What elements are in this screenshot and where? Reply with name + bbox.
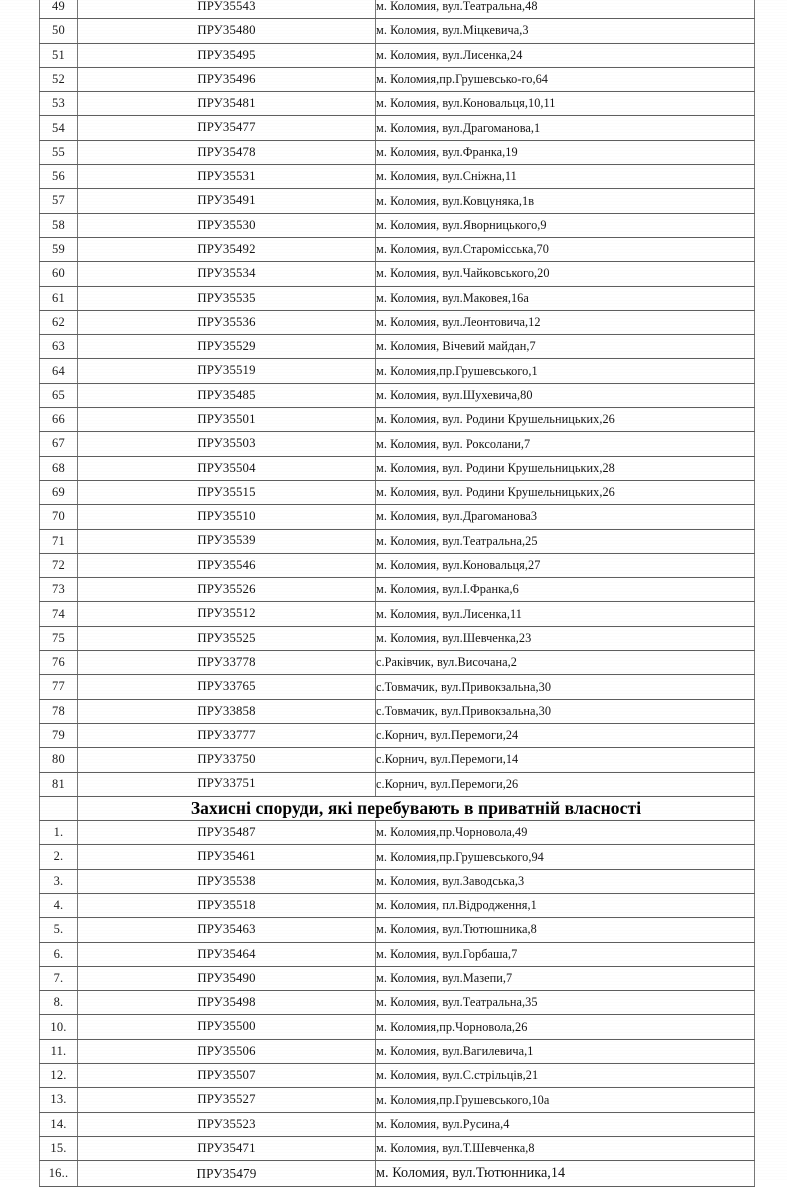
table-row bbox=[40, 893, 755, 917]
shelter-address-cell: м. Коломия, вул.Франка,19 bbox=[376, 140, 755, 164]
table-row bbox=[40, 286, 755, 310]
row-number-cell: 12. bbox=[40, 1064, 78, 1088]
shelter-address-cell: м. Коломия, вул.Драгоманова3 bbox=[376, 505, 755, 529]
shelter-code-cell: ПРУ33777 bbox=[78, 723, 376, 747]
row-number-cell: 66 bbox=[40, 408, 78, 432]
shelter-address-cell: м. Коломия, вул.Ковцуняка,1в bbox=[376, 189, 755, 213]
shelter-code-cell: ПРУ35496 bbox=[78, 67, 376, 91]
section-heading-row bbox=[40, 796, 755, 820]
table-row bbox=[40, 966, 755, 990]
table-row bbox=[40, 456, 755, 480]
shelter-address-cell: с.Корнич, вул.Перемоги,24 bbox=[376, 723, 755, 747]
shelter-code-cell: ПРУ35477 bbox=[78, 116, 376, 140]
table-row bbox=[40, 67, 755, 91]
shelter-address-cell: м. Коломия,пр.Грушевського,10а bbox=[376, 1088, 755, 1112]
shelter-code-cell: ПРУ33765 bbox=[78, 675, 376, 699]
shelter-code-cell: ПРУ35530 bbox=[78, 213, 376, 237]
section-heading-spacer-cell bbox=[40, 796, 78, 820]
shelter-code-cell: ПРУ35534 bbox=[78, 262, 376, 286]
shelter-address-cell: м. Коломия, вул. Родини Крушельницьких,26 bbox=[376, 408, 755, 432]
row-number-cell: 69 bbox=[40, 480, 78, 504]
table-row bbox=[40, 723, 755, 747]
row-number-cell: 15. bbox=[40, 1136, 78, 1160]
table-row bbox=[40, 675, 755, 699]
shelter-code-cell: ПРУ35543 bbox=[78, 0, 376, 19]
shelter-address-cell: м. Коломия, Вічевий майдан,7 bbox=[376, 335, 755, 359]
shelter-code-cell: ПРУ35480 bbox=[78, 19, 376, 43]
table-row bbox=[40, 213, 755, 237]
row-number-cell: 5. bbox=[40, 918, 78, 942]
table-row bbox=[40, 626, 755, 650]
table-row bbox=[40, 335, 755, 359]
shelter-address-cell: м. Коломия, вул.Тютюшника,8 bbox=[376, 918, 755, 942]
table-row bbox=[40, 869, 755, 893]
shelter-address-cell: м. Коломия, вул.Коновальця,10,11 bbox=[376, 92, 755, 116]
row-number-cell: 2. bbox=[40, 845, 78, 869]
shelter-code-cell: ПРУ35495 bbox=[78, 43, 376, 67]
row-number-cell: 4. bbox=[40, 893, 78, 917]
row-number-cell: 74 bbox=[40, 602, 78, 626]
row-number-cell: 72 bbox=[40, 553, 78, 577]
shelter-code-cell: ПРУ35527 bbox=[78, 1088, 376, 1112]
row-number-cell: 78 bbox=[40, 699, 78, 723]
shelter-address-cell: м. Коломия, вул.Русина,4 bbox=[376, 1112, 755, 1136]
row-number-cell: 70 bbox=[40, 505, 78, 529]
row-number-cell: 1. bbox=[40, 821, 78, 845]
table-row bbox=[40, 505, 755, 529]
shelter-code-cell: ПРУ35492 bbox=[78, 237, 376, 261]
table-row bbox=[40, 92, 755, 116]
table-row bbox=[40, 699, 755, 723]
table-row bbox=[40, 845, 755, 869]
shelter-code-cell: ПРУ35504 bbox=[78, 456, 376, 480]
shelter-code-cell: ПРУ35507 bbox=[78, 1064, 376, 1088]
shelter-code-cell: ПРУ35487 bbox=[78, 821, 376, 845]
shelter-address-cell: м. Коломия, вул.І.Франка,6 bbox=[376, 578, 755, 602]
shelter-address-cell: м. Коломия, вул.Старомісська,70 bbox=[376, 237, 755, 261]
table-row bbox=[40, 821, 755, 845]
shelter-address-cell: с.Товмачик, вул.Привокзальна,30 bbox=[376, 675, 755, 699]
table-row bbox=[40, 140, 755, 164]
shelter-address-cell: м. Коломия, вул.Мазепи,7 bbox=[376, 966, 755, 990]
row-number-cell: 6. bbox=[40, 942, 78, 966]
shelter-address-cell: м. Коломия, вул.Лисенка,11 bbox=[376, 602, 755, 626]
row-number-cell: 57 bbox=[40, 189, 78, 213]
table-row bbox=[40, 1088, 755, 1112]
row-number-cell: 8. bbox=[40, 991, 78, 1015]
row-number-cell: 56 bbox=[40, 165, 78, 189]
row-number-cell: 80 bbox=[40, 748, 78, 772]
shelter-code-cell: ПРУ35501 bbox=[78, 408, 376, 432]
shelter-code-cell: ПРУ33750 bbox=[78, 748, 376, 772]
shelter-code-cell: ПРУ35463 bbox=[78, 918, 376, 942]
shelter-address-cell: м. Коломия, вул. Родини Крушельницьких,28 bbox=[376, 456, 755, 480]
shelter-code-cell: ПРУ35490 bbox=[78, 966, 376, 990]
shelter-address-cell: м. Коломия, вул.Шухевича,80 bbox=[376, 383, 755, 407]
shelter-code-cell: ПРУ35500 bbox=[78, 1015, 376, 1039]
row-number-cell: 77 bbox=[40, 675, 78, 699]
row-number-cell: 71 bbox=[40, 529, 78, 553]
shelter-address-cell: м. Коломия, вул.Драгоманова,1 bbox=[376, 116, 755, 140]
table-row bbox=[40, 1136, 755, 1160]
shelter-address-cell: м. Коломия,пр.Чорновола,26 bbox=[376, 1015, 755, 1039]
row-number-cell: 73 bbox=[40, 578, 78, 602]
shelter-address-cell: м. Коломия, вул.Театральна,48 bbox=[376, 0, 755, 19]
table-row bbox=[40, 43, 755, 67]
shelter-code-cell: ПРУ35538 bbox=[78, 869, 376, 893]
table-row bbox=[40, 772, 755, 796]
shelter-address-cell: м. Коломия, пл.Відродження,1 bbox=[376, 893, 755, 917]
row-number-cell: 76 bbox=[40, 651, 78, 675]
shelter-code-cell: ПРУ35518 bbox=[78, 893, 376, 917]
table-row bbox=[40, 480, 755, 504]
table-row bbox=[40, 1015, 755, 1039]
shelter-address-cell: с.Корнич, вул.Перемоги,26 bbox=[376, 772, 755, 796]
shelter-address-cell: м. Коломия, вул. Роксолани,7 bbox=[376, 432, 755, 456]
shelter-code-cell: ПРУ35481 bbox=[78, 92, 376, 116]
row-number-cell: 13. bbox=[40, 1088, 78, 1112]
row-number-cell: 54 bbox=[40, 116, 78, 140]
shelter-address-cell: м. Коломия, вул.Горбаша,7 bbox=[376, 942, 755, 966]
row-number-cell: 62 bbox=[40, 310, 78, 334]
table-row bbox=[40, 1064, 755, 1088]
shelter-code-cell: ПРУ35535 bbox=[78, 286, 376, 310]
table-row bbox=[40, 310, 755, 334]
shelter-code-cell: ПРУ33778 bbox=[78, 651, 376, 675]
row-number-cell: 10. bbox=[40, 1015, 78, 1039]
table-row bbox=[40, 359, 755, 383]
row-number-cell: 81 bbox=[40, 772, 78, 796]
shelter-code-cell: ПРУ35512 bbox=[78, 602, 376, 626]
shelter-code-cell: ПРУ35523 bbox=[78, 1112, 376, 1136]
table-row bbox=[40, 651, 755, 675]
shelter-address-cell: м. Коломия, вул.Коновальця,27 bbox=[376, 553, 755, 577]
shelter-code-cell: ПРУ35506 bbox=[78, 1039, 376, 1063]
shelter-address-cell: м. Коломия, вул.Лисенка,24 bbox=[376, 43, 755, 67]
shelter-code-cell: ПРУ35510 bbox=[78, 505, 376, 529]
table-row bbox=[40, 1039, 755, 1063]
shelter-address-cell: м. Коломия, вул.Маковея,16а bbox=[376, 286, 755, 310]
shelter-code-cell: ПРУ35491 bbox=[78, 189, 376, 213]
row-number-cell: 3. bbox=[40, 869, 78, 893]
shelter-code-cell: ПРУ35546 bbox=[78, 553, 376, 577]
shelter-code-cell: ПРУ35536 bbox=[78, 310, 376, 334]
table-row bbox=[40, 237, 755, 261]
table-body bbox=[40, 0, 755, 1187]
row-number-cell: 67 bbox=[40, 432, 78, 456]
shelter-code-cell: ПРУ35471 bbox=[78, 1136, 376, 1160]
row-number-cell: 49 bbox=[40, 0, 78, 19]
shelter-code-cell: ПРУ35529 bbox=[78, 335, 376, 359]
table-row bbox=[40, 0, 755, 19]
table-row bbox=[40, 408, 755, 432]
shelter-address-cell: с.Товмачик, вул.Привокзальна,30 bbox=[376, 699, 755, 723]
row-number-cell: 11. bbox=[40, 1039, 78, 1063]
shelter-address-cell: с.Корнич, вул.Перемоги,14 bbox=[376, 748, 755, 772]
shelter-address-cell: м. Коломия, вул.С.стрільців,21 bbox=[376, 1064, 755, 1088]
table-row bbox=[40, 165, 755, 189]
row-number-cell: 64 bbox=[40, 359, 78, 383]
row-number-cell: 58 bbox=[40, 213, 78, 237]
table-row bbox=[40, 189, 755, 213]
table-row bbox=[40, 578, 755, 602]
row-number-cell: 61 bbox=[40, 286, 78, 310]
row-number-cell: 63 bbox=[40, 335, 78, 359]
table-row bbox=[40, 1161, 755, 1187]
shelter-code-cell: ПРУ35539 bbox=[78, 529, 376, 553]
row-number-cell: 7. bbox=[40, 966, 78, 990]
row-number-cell: 55 bbox=[40, 140, 78, 164]
row-number-cell: 68 bbox=[40, 456, 78, 480]
shelter-address-cell: м. Коломия, вул.Тютюнника,14 bbox=[376, 1161, 755, 1187]
shelter-address-cell: м. Коломия, вул.Міцкевича,3 bbox=[376, 19, 755, 43]
shelter-address-cell: м. Коломия, вул.Вагилевича,1 bbox=[376, 1039, 755, 1063]
row-number-cell: 51 bbox=[40, 43, 78, 67]
shelter-code-cell: ПРУ33858 bbox=[78, 699, 376, 723]
table-row bbox=[40, 942, 755, 966]
shelter-code-cell: ПРУ35525 bbox=[78, 626, 376, 650]
row-number-cell: 53 bbox=[40, 92, 78, 116]
shelter-code-cell: ПРУ35519 bbox=[78, 359, 376, 383]
shelter-address-cell: м. Коломия, вул.Шевченка,23 bbox=[376, 626, 755, 650]
shelter-code-cell: ПРУ35478 bbox=[78, 140, 376, 164]
shelter-address-cell: м. Коломия, вул.Заводська,3 bbox=[376, 869, 755, 893]
shelter-code-cell: ПРУ35531 bbox=[78, 165, 376, 189]
table-row bbox=[40, 19, 755, 43]
shelter-address-cell: м. Коломия,пр.Грушевсько-го,64 bbox=[376, 67, 755, 91]
shelter-address-cell: м. Коломия,пр.Чорновола,49 bbox=[376, 821, 755, 845]
shelter-address-cell: м. Коломия, вул. Родини Крушельницьких,26 bbox=[376, 480, 755, 504]
shelter-address-cell: с.Раківчик, вул.Височана,2 bbox=[376, 651, 755, 675]
shelter-code-cell: ПРУ35498 bbox=[78, 991, 376, 1015]
table-row bbox=[40, 553, 755, 577]
row-number-cell: 75 bbox=[40, 626, 78, 650]
shelter-address-cell: м. Коломия, вул.Сніжна,11 bbox=[376, 165, 755, 189]
shelter-code-cell: ПРУ35503 bbox=[78, 432, 376, 456]
shelter-address-cell: м. Коломия,пр.Грушевського,94 bbox=[376, 845, 755, 869]
section-heading-text: Захисні споруди, які перебувають в приватній власності bbox=[78, 796, 755, 820]
row-number-cell: 14. bbox=[40, 1112, 78, 1136]
table-row bbox=[40, 262, 755, 286]
row-number-cell: 79 bbox=[40, 723, 78, 747]
table-row bbox=[40, 529, 755, 553]
table-row bbox=[40, 602, 755, 626]
table-row bbox=[40, 432, 755, 456]
protective-structures-table-wrap bbox=[39, 0, 754, 1187]
row-number-cell: 60 bbox=[40, 262, 78, 286]
shelter-address-cell: м. Коломия, вул.Театральна,35 bbox=[376, 991, 755, 1015]
table-row bbox=[40, 1112, 755, 1136]
shelter-code-cell: ПРУ35485 bbox=[78, 383, 376, 407]
table-row bbox=[40, 991, 755, 1015]
shelter-code-cell: ПРУ35461 bbox=[78, 845, 376, 869]
shelter-address-cell: м. Коломия,пр.Грушевського,1 bbox=[376, 359, 755, 383]
shelter-code-cell: ПРУ35526 bbox=[78, 578, 376, 602]
shelter-address-cell: м. Коломия, вул.Театральна,25 bbox=[376, 529, 755, 553]
shelter-code-cell: ПРУ35515 bbox=[78, 480, 376, 504]
shelter-code-cell: ПРУ33751 bbox=[78, 772, 376, 796]
shelter-code-cell: ПРУ35464 bbox=[78, 942, 376, 966]
protective-structures-table bbox=[39, 0, 755, 1187]
table-row bbox=[40, 748, 755, 772]
table-row bbox=[40, 918, 755, 942]
row-number-cell: 59 bbox=[40, 237, 78, 261]
shelter-code-cell: ПРУ35479 bbox=[78, 1161, 376, 1187]
table-row bbox=[40, 116, 755, 140]
table-row bbox=[40, 383, 755, 407]
row-number-cell: 52 bbox=[40, 67, 78, 91]
shelter-address-cell: м. Коломия, вул.Леонтовича,12 bbox=[376, 310, 755, 334]
shelter-address-cell: м. Коломия, вул.Чайковського,20 bbox=[376, 262, 755, 286]
shelter-address-cell: м. Коломия, вул.Яворницького,9 bbox=[376, 213, 755, 237]
row-number-cell: 65 bbox=[40, 383, 78, 407]
row-number-cell: 16.. bbox=[40, 1161, 78, 1187]
row-number-cell: 50 bbox=[40, 19, 78, 43]
shelter-address-cell: м. Коломия, вул.Т.Шевченка,8 bbox=[376, 1136, 755, 1160]
